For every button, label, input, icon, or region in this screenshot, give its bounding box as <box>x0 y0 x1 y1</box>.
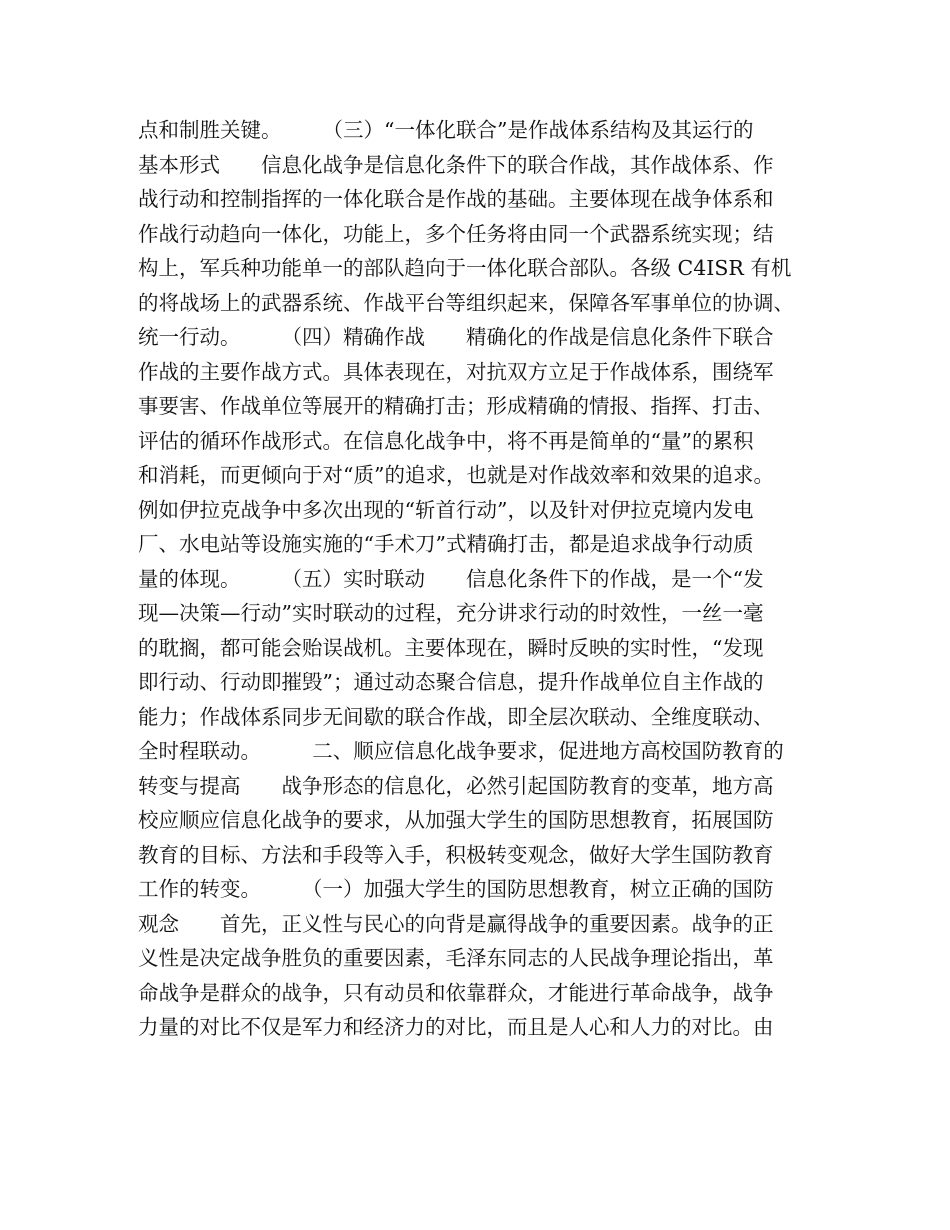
text-line: 评估的循环作战形式。在信息化战争中，将不再是简单的“量”的累积 <box>138 428 754 453</box>
text-line: 和消耗，而更倾向于对“质”的追求，也就是对作战效率和效果的追求。 <box>138 463 774 487</box>
text-line: 事要害、作战单位等展开的精确打击；形成精确的情报、指挥、打击、 <box>138 394 774 418</box>
body-text <box>138 113 818 1045</box>
text-line: 的耽搁，都可能会贻误战机。主要体现在，瞬时反映的实时性，“发现 <box>138 635 764 660</box>
text-line: 点和制胜关键。 （三）“一体化联合”是作战体系结构及其运行的 <box>138 118 754 142</box>
text-line: 命战争是群众的战争，只有动员和依靠群众，才能进行革命战争，战争 <box>138 980 774 1005</box>
text-line: 厂、水电站等设施实施的“手术刀”式精确打击，都是追求战争行动质 <box>138 532 754 556</box>
text-line: 战行动和控制指挥的一体化联合是作战的基础。主要体现在战争体系和 <box>138 187 774 211</box>
text-line: 构上，军兵种功能单一的部队趋向于一体化联合部队。各级 C4ISR 有机 <box>138 256 792 280</box>
text-line: 统一行动。 （四）精确作战 精确化的作战是信息化条件下联合 <box>138 325 774 349</box>
text-line: 量的体现。 （五）实时联动 信息化条件下的作战，是一个“发 <box>138 566 764 591</box>
text-line: 基本形式 信息化战争是信息化条件下的联合作战，其作战体系、作 <box>138 152 774 177</box>
text-line: 义性是决定战争胜负的重要因素，毛泽东同志的人民战争理论指出，革 <box>138 946 774 970</box>
text-line: 的将战场上的武器系统、作战平台等组织起来，保障各军事单位的协调、 <box>138 290 794 315</box>
text-line: 教育的目标、方法和手段等入手，积极转变观念，做好大学生国防教育 <box>138 842 774 867</box>
text-line: 工作的转变。 （一）加强大学生的国防思想教育，树立正确的国防 <box>138 877 774 901</box>
text-line: 全时程联动。 二、顺应信息化战争要求，促进地方高校国防教育的 <box>138 739 784 763</box>
text-line: 即行动、行动即摧毁”；通过动态聚合信息，提升作战单位自主作战的 <box>138 670 764 694</box>
text-line: 现—决策—行动”实时联动的过程，充分讲求行动的时效性，一丝一毫 <box>138 601 764 625</box>
text-line: 例如伊拉克战争中多次出现的“斩首行动”，以及针对伊拉克境内发电 <box>138 497 754 522</box>
text-line: 力量的对比不仅是军力和经济力的对比，而且是人心和人力的对比。由 <box>138 1015 774 1039</box>
text-line: 作战行动趋向一体化，功能上，多个任务将由同一个武器系统实现；结 <box>138 221 774 246</box>
text-line: 作战的主要作战方式。具体表现在，对抗双方立足于作战体系，围绕军 <box>138 359 774 384</box>
text-line: 能力；作战体系同步无间歇的联合作战，即全层次联动、全维度联动、 <box>138 704 774 729</box>
text-line: 校应顺应信息化战争的要求，从加强大学生的国防思想教育，拓展国防 <box>138 808 774 832</box>
text-line: 转变与提高 战争形态的信息化，必然引起国防教育的变革，地方高 <box>138 773 774 798</box>
text-line: 观念 首先，正义性与民心的向背是赢得战争的重要因素。战争的正 <box>138 911 774 936</box>
